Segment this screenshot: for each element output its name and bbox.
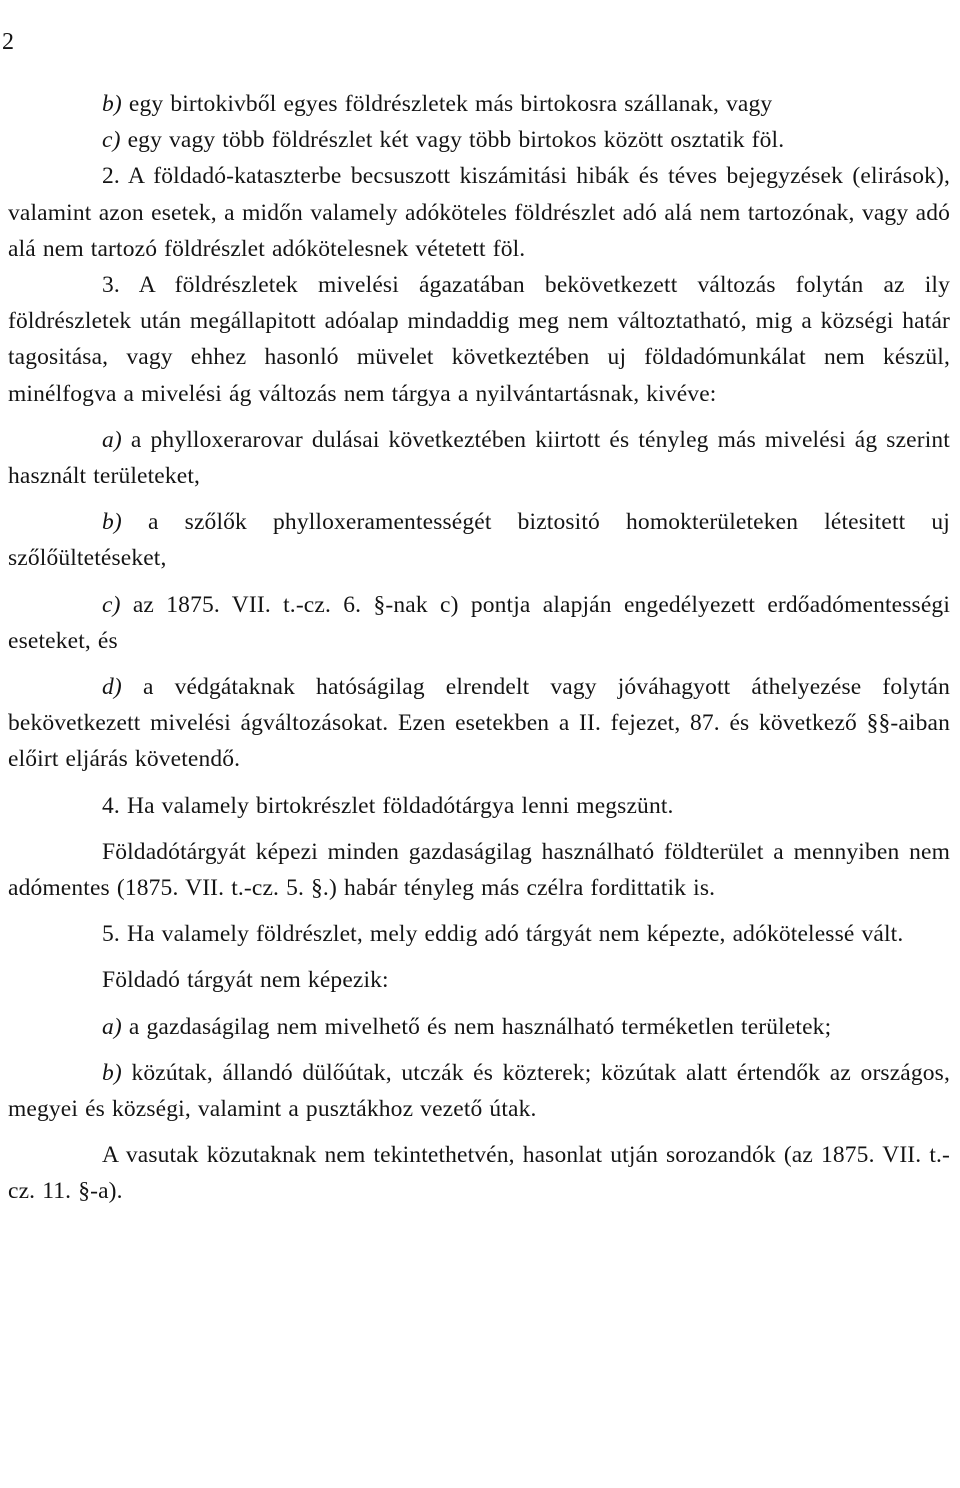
document-body (8, 86, 950, 1210)
paragraph (8, 158, 950, 267)
paragraph-text: egy vagy több földrészlet két vagy több birtokos között osztatik föl. (120, 127, 785, 154)
paragraph-text: a szőlők phylloxeramentességét biztositó homokterületeken létesitett uj szőlőültetéseket, (8, 509, 950, 572)
list-marker: b) (102, 91, 122, 117)
paragraph-text: egy birtokivből egyes földrészletek más birtokosra szállanak, vagy (121, 91, 773, 117)
list-marker: c) (102, 127, 121, 154)
paragraph (8, 1055, 950, 1127)
list-marker: b) (102, 1059, 122, 1086)
paragraph-text: 4. Ha valamely birtokrészlet földadótárgya lenni megszünt. (102, 792, 674, 819)
paragraph (8, 788, 950, 824)
list-marker: a) (102, 426, 122, 453)
paragraph (8, 422, 950, 494)
paragraph-text: Földadó tárgyát nem képezik: (102, 967, 389, 994)
paragraph (8, 504, 950, 576)
list-marker: b) (102, 509, 122, 536)
paragraph-text: Földadótárgyát képezi minden gazdaságilag használható földterület a mennyiben nem adómentes (1875. VII. t.-cz. 5. §.) habár tényleg más czélra fordittatik is. (8, 838, 950, 902)
paragraph (8, 587, 950, 659)
paragraph (8, 962, 950, 998)
paragraph-text: 2. A földadó-kataszterbe becsuszott kiszámitási hibák és téves bejegyzések (elirások), valamint azon esetek, a midőn valamely adóköteles földrészlet adó alá nem tartozónak, vagy adó alá nem tartozó földrészlet adókötelesnek vétetett föl. (8, 163, 950, 262)
paragraph (8, 669, 950, 778)
page-number: 2 (2, 29, 14, 55)
paragraph (8, 267, 950, 412)
paragraph-text: 3. A földrészletek mivelési ágazatában bekövetkezett változás folytán az ily földrészletek után megállapitott adóalap mindaddig meg nem változtatható, mig a községi határ tagositása, vagy ehhez hasonló müvelet következtében uj földadómunkálat nem készül, minélfogva a mivelési ág változás nem tárgya a nyilvántartásnak, kivéve: (8, 272, 950, 407)
paragraph (8, 1009, 950, 1045)
paragraph (8, 916, 950, 952)
paragraph-text: A vasutak közutaknak nem tekintethetvén, hasonlat utján sorozandók (az 1875. VII. t.-cz. 11. §-a). (8, 1142, 950, 1205)
paragraph (8, 834, 950, 906)
paragraph-text: a gazdaságilag nem mivelhető és nem használható terméketlen területek; (121, 1013, 832, 1040)
paragraph (8, 1137, 950, 1209)
list-marker: a) (102, 1013, 122, 1040)
paragraph-text: közútak, állandó dülőútak, utczák és közterek; közútak alatt értendők az országos, megyei és községi, valamint a pusztákhoz vezető útak. (8, 1059, 950, 1123)
list-marker: d) (102, 674, 122, 701)
list-marker: c) (102, 591, 121, 618)
paragraph (8, 86, 950, 122)
paragraph (8, 122, 950, 158)
paragraph-text: a védgátaknak hatóságilag elrendelt vagy jóváhagyott áthelyezése folytán bekövetkezett mivelési ágváltozásokat. Ezen esetekben a II. fejezet, 87. és következő §§-aiban előirt eljárás követendő. (8, 674, 950, 773)
paragraph-text: az 1875. VII. t.-cz. 6. §-nak c) pontja alapján engedélyezett erdőadómentességi eseteket, és (8, 591, 950, 654)
paragraph-text: 5. Ha valamely földrészlet, mely eddig adó tárgyát nem képezte, adókötelessé vált. (102, 921, 904, 948)
paragraph-text: a phylloxerarovar dulásai következtében kiirtott és tényleg más mivelési ág szerint használt területeket, (8, 426, 950, 490)
